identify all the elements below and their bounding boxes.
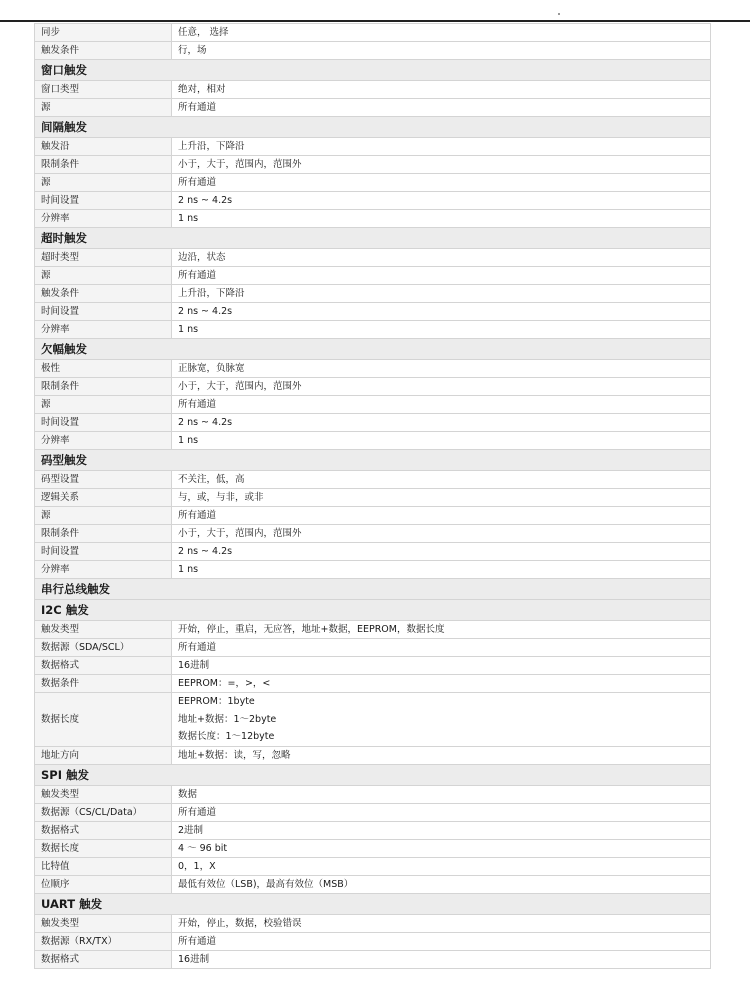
spec-value-line: 数据长度：1～12byte (178, 731, 275, 742)
spec-row (35, 507, 711, 525)
spec-value: 4 ～ 96 bit (172, 839, 711, 857)
spec-label: 窗口类型 (35, 81, 172, 99)
spec-value: 最低有效位（LSB)，最高有效位（MSB） (172, 875, 711, 893)
spec-row (35, 621, 711, 639)
spec-label: 时间设置 (35, 192, 172, 210)
spec-value: 所有通道 (172, 174, 711, 192)
spec-row (35, 192, 711, 210)
spec-label: 数据源（SDA/SCL） (35, 639, 172, 657)
spec-row (35, 432, 711, 450)
spec-label: 同步 (35, 24, 172, 42)
spec-value: 2 ns ~ 4.2s (172, 192, 711, 210)
spec-value: 2 ns ~ 4.2s (172, 303, 711, 321)
spec-value: 正脉宽，负脉宽 (172, 360, 711, 378)
section-title: I2C 触发 (35, 600, 711, 621)
spec-label: 时间设置 (35, 303, 172, 321)
spec-label: 数据条件 (35, 675, 172, 693)
spec-label: 逻辑关系 (35, 489, 172, 507)
spec-label: 数据源（RX/TX） (35, 932, 172, 950)
spec-value: 2 ns ~ 4.2s (172, 543, 711, 561)
spec-row (35, 156, 711, 174)
spec-value: 小于，大于，范围内，范围外 (172, 156, 711, 174)
spec-label: 比特值 (35, 857, 172, 875)
spec-value: 小于，大于，范围内，范围外 (172, 525, 711, 543)
spec-value: 1 ns (172, 561, 711, 579)
spec-value: 0，1，X (172, 857, 711, 875)
spec-label: 位顺序 (35, 875, 172, 893)
spec-label: 分辨率 (35, 432, 172, 450)
spec-label: 时间设置 (35, 414, 172, 432)
section-title: 串行总线触发 (35, 579, 711, 600)
spec-label: 地址方向 (35, 746, 172, 764)
spec-value: 所有通道 (172, 932, 711, 950)
spec-row (35, 249, 711, 267)
spec-label: 数据源（CS/CL/Data） (35, 803, 172, 821)
section-title: SPI 触发 (35, 764, 711, 785)
spec-label: 触发类型 (35, 785, 172, 803)
spec-label: 限制条件 (35, 378, 172, 396)
spec-row (35, 414, 711, 432)
spec-row (35, 396, 711, 414)
spec-label: 源 (35, 507, 172, 525)
spec-row (35, 543, 711, 561)
spec-value: 所有通道 (172, 639, 711, 657)
spec-row (35, 138, 711, 156)
spec-value: 1 ns (172, 432, 711, 450)
spec-value: 边沿，状态 (172, 249, 711, 267)
section-title: 间隔触发 (35, 117, 711, 138)
spec-row (35, 785, 711, 803)
spec-label: 分辨率 (35, 210, 172, 228)
spec-label: 数据长度 (35, 693, 172, 747)
spec-value-line: EEPROM：1byte (178, 696, 255, 707)
spec-row (35, 489, 711, 507)
spec-value: 小于，大于，范围内，范围外 (172, 378, 711, 396)
spec-value: 绝对，相对 (172, 81, 711, 99)
spec-label: 触发条件 (35, 285, 172, 303)
spec-row (35, 693, 711, 747)
spec-value: 上升沿，下降沿 (172, 138, 711, 156)
spec-value: 2 ns ~ 4.2s (172, 414, 711, 432)
spec-value: 与，或，与非，或非 (172, 489, 711, 507)
spec-label: 触发沿 (35, 138, 172, 156)
spec-value: 1 ns (172, 210, 711, 228)
spec-row (35, 99, 711, 117)
spec-row (35, 821, 711, 839)
spec-row (35, 525, 711, 543)
spec-row (35, 267, 711, 285)
spec-value: 行，场 (172, 42, 711, 60)
spec-value: 所有通道 (172, 507, 711, 525)
section-header-row (35, 339, 711, 360)
spec-label: 源 (35, 267, 172, 285)
spec-value: 16进制 (172, 950, 711, 968)
spec-label: 码型设置 (35, 471, 172, 489)
spec-row (35, 857, 711, 875)
spec-label: 触发条件 (35, 42, 172, 60)
spec-label: 分辨率 (35, 321, 172, 339)
spec-value: 所有通道 (172, 99, 711, 117)
spec-row (35, 914, 711, 932)
spec-table-body (35, 24, 711, 969)
spec-row (35, 839, 711, 857)
spec-row (35, 321, 711, 339)
spec-value: 不关注，低，高 (172, 471, 711, 489)
header-rule (0, 20, 750, 22)
spec-value: 1 ns (172, 321, 711, 339)
spec-row (35, 746, 711, 764)
section-title: 码型触发 (35, 450, 711, 471)
spec-label: 超时类型 (35, 249, 172, 267)
spec-row (35, 81, 711, 99)
spec-value: 所有通道 (172, 267, 711, 285)
spec-value: 2进制 (172, 821, 711, 839)
spec-row (35, 657, 711, 675)
scan-speck (558, 13, 560, 15)
section-header-row (35, 579, 711, 600)
spec-label: 源 (35, 396, 172, 414)
spec-value: 地址+数据：读，写，忽略 (172, 746, 711, 764)
spec-label: 限制条件 (35, 156, 172, 174)
section-title: 超时触发 (35, 228, 711, 249)
spec-row (35, 285, 711, 303)
spec-row (35, 174, 711, 192)
spec-label: 源 (35, 99, 172, 117)
spec-value-multiline (172, 693, 711, 747)
section-header-row (35, 764, 711, 785)
spec-label: 数据格式 (35, 657, 172, 675)
spec-value-line: 地址+数据：1～2byte (178, 713, 277, 725)
spec-row (35, 210, 711, 228)
spec-value: 任意， 选择 (172, 24, 711, 42)
spec-row (35, 24, 711, 42)
spec-row (35, 639, 711, 657)
spec-row (35, 875, 711, 893)
spec-row (35, 561, 711, 579)
spec-row (35, 360, 711, 378)
section-header-row (35, 117, 711, 138)
section-header-row (35, 228, 711, 249)
spec-value: 上升沿，下降沿 (172, 285, 711, 303)
spec-label: 数据格式 (35, 821, 172, 839)
spec-value: 所有通道 (172, 396, 711, 414)
spec-label: 数据长度 (35, 839, 172, 857)
spec-label: 极性 (35, 360, 172, 378)
section-header-row (35, 893, 711, 914)
spec-label: 源 (35, 174, 172, 192)
spec-row (35, 303, 711, 321)
spec-value: 开始，停止，重启，无应答，地址+数据，EEPROM，数据长度 (172, 621, 711, 639)
spec-label: 触发类型 (35, 914, 172, 932)
spec-label: 触发类型 (35, 621, 172, 639)
section-header-row (35, 450, 711, 471)
spec-value: 数据 (172, 785, 711, 803)
section-header-row (35, 60, 711, 81)
spec-value: 16进制 (172, 657, 711, 675)
spec-label: 时间设置 (35, 543, 172, 561)
section-title: 欠幅触发 (35, 339, 711, 360)
spec-label: 限制条件 (35, 525, 172, 543)
spec-row (35, 378, 711, 396)
spec-label: 分辨率 (35, 561, 172, 579)
spec-value: 所有通道 (172, 803, 711, 821)
section-title: UART 触发 (35, 893, 711, 914)
spec-row (35, 675, 711, 693)
section-title: 窗口触发 (35, 60, 711, 81)
spec-row (35, 471, 711, 489)
spec-value: 开始，停止，数据，校验错误 (172, 914, 711, 932)
spec-row (35, 42, 711, 60)
spec-row (35, 803, 711, 821)
spec-table (34, 23, 711, 969)
spec-row (35, 950, 711, 968)
spec-label: 数据格式 (35, 950, 172, 968)
spec-row (35, 932, 711, 950)
section-header-row (35, 600, 711, 621)
spec-value: EEPROM：=，>，< (172, 675, 711, 693)
